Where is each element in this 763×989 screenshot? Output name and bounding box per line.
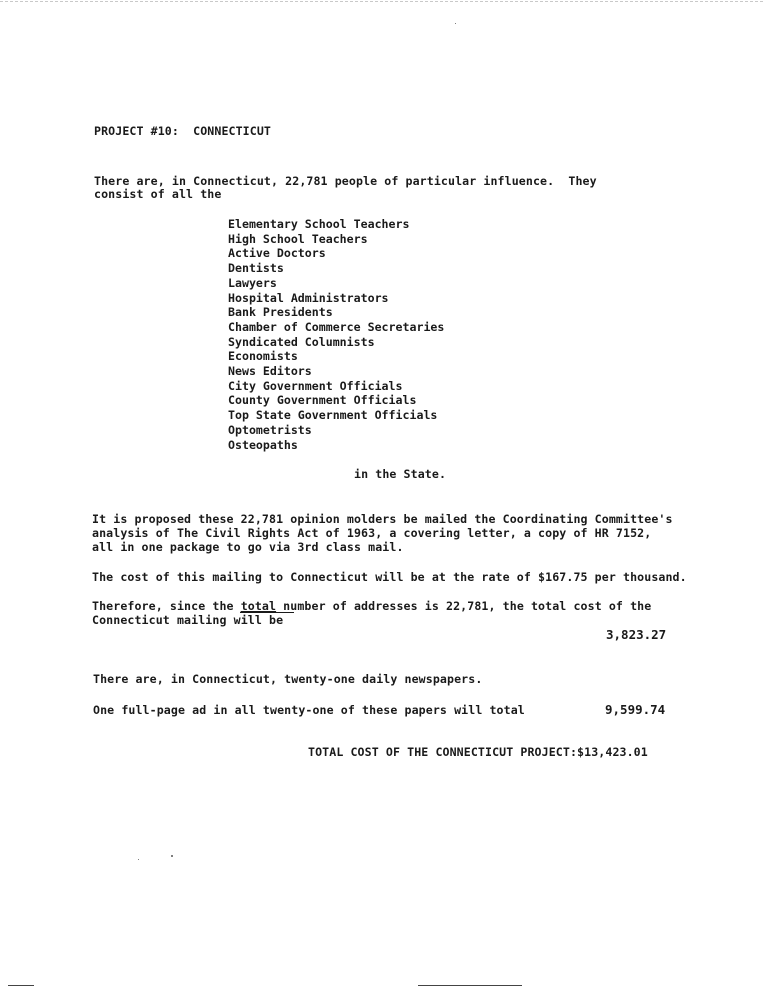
paper-speck bbox=[138, 859, 139, 860]
proposal-line-2: analysis of The Civil Rights Act of 1963, a covering letter, a copy of HR 7152, bbox=[92, 526, 652, 540]
therefore-text-b: number of addresses is 22,781, the total cost of the bbox=[276, 599, 652, 613]
list-item: Syndicated Columnists bbox=[228, 334, 375, 349]
total-cost-line bbox=[308, 745, 648, 759]
paper-speck bbox=[455, 23, 456, 24]
list-item: Active Doctors bbox=[228, 246, 326, 261]
newspapers-line: There are, in Connecticut, twenty-one daily newspapers. bbox=[93, 672, 483, 686]
list-item: City Government Officials bbox=[228, 378, 403, 393]
will-be-text: will be bbox=[233, 613, 284, 627]
list-item: High School Teachers bbox=[228, 231, 368, 246]
list-item: Lawyers bbox=[228, 275, 277, 290]
therefore-line-2 bbox=[92, 613, 283, 627]
total-cost-amount: $13,423.01 bbox=[577, 745, 648, 759]
therefore-text-a: Therefore, since the bbox=[92, 599, 241, 613]
list-item: Chamber of Commerce Secretaries bbox=[228, 319, 445, 334]
therefore-text-c: Connecticut mailing bbox=[92, 613, 234, 627]
proposal-line-1: It is proposed these 22,781 opinion molders be mailed the Coordinating Committee's bbox=[92, 512, 673, 526]
paper-speck bbox=[171, 855, 173, 857]
footer-mark-center bbox=[418, 985, 522, 986]
page-top-edge bbox=[0, 1, 763, 2]
footer-mark-left bbox=[8, 985, 34, 986]
ad-cost-amount: 9,599.74 bbox=[605, 702, 666, 717]
list-item: Hospital Administrators bbox=[228, 290, 389, 305]
therefore-line-1 bbox=[92, 599, 651, 613]
mailing-cost-amount: 3,823.27 bbox=[606, 627, 667, 642]
list-item: Economists bbox=[228, 349, 298, 364]
list-item: County Government Officials bbox=[228, 393, 417, 408]
intro-line-2: consist of all the bbox=[94, 187, 222, 201]
underlined-total: total bbox=[240, 599, 277, 613]
cost-rate-line: The cost of this mailing to Connecticut will be at the rate of $167.75 per thousand. bbox=[92, 570, 687, 584]
list-item: Optometrists bbox=[228, 422, 312, 437]
list-item: Dentists bbox=[228, 261, 284, 276]
proposal-line-3: all in one package to go via 3rd class mail. bbox=[92, 540, 404, 554]
project-title: PROJECT #10: CONNECTICUT bbox=[94, 124, 272, 138]
list-item: Osteopaths bbox=[228, 437, 298, 452]
total-cost-label: TOTAL COST OF THE CONNECTICUT PROJECT: bbox=[308, 745, 578, 759]
overstrike-mark bbox=[240, 612, 294, 613]
list-item: Top State Government Officials bbox=[228, 408, 438, 423]
in-the-state: in the State. bbox=[354, 467, 447, 481]
ad-line: One full-page ad in all twenty-one of these papers will total bbox=[93, 703, 525, 717]
list-item: Elementary School Teachers bbox=[228, 217, 410, 231]
intro-line-1: There are, in Connecticut, 22,781 people of particular influence. They bbox=[94, 174, 597, 188]
list-item: Bank Presidents bbox=[228, 305, 333, 320]
list-item: News Editors bbox=[228, 364, 312, 378]
